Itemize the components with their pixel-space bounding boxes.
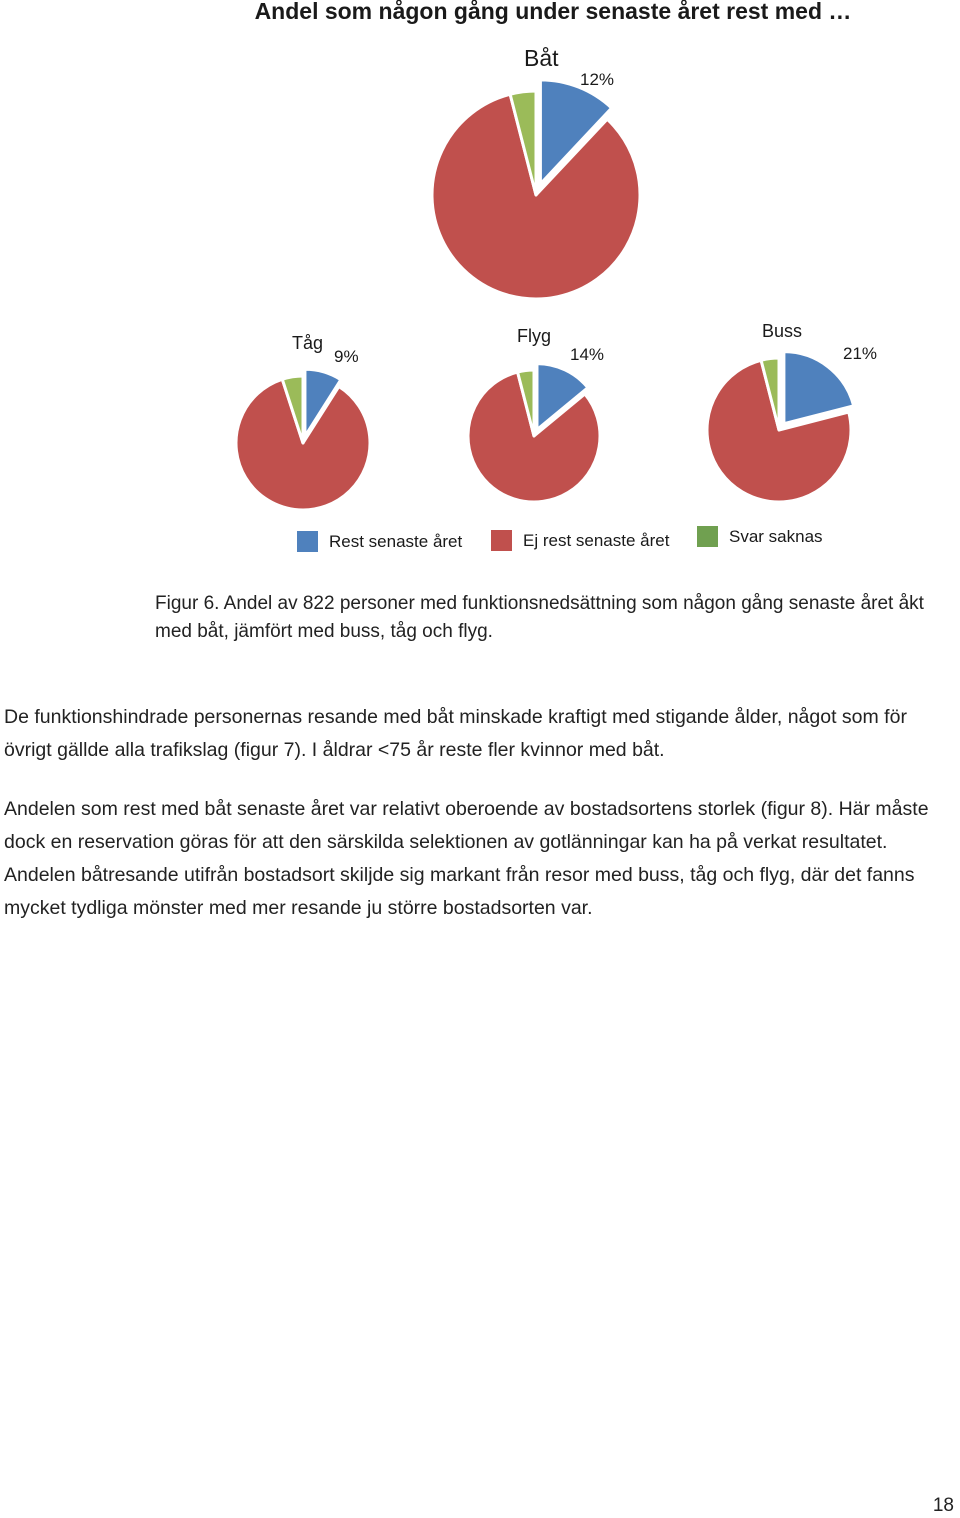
pie-name-bat: Båt	[524, 45, 559, 71]
legend-item-ej-rest	[491, 530, 669, 551]
chart-title: Andel som någon gång under senaste året rest med …	[254, 0, 852, 24]
pie-name-flyg: Flyg	[517, 326, 552, 346]
legend-item-rest	[297, 531, 462, 552]
pie-pct-tag: 9%	[334, 347, 359, 366]
body-paragraph-1: De funktionshindrade personernas resande med båt minskade kraftigt med stigande ålder, något som för övrigt gällde alla trafikslag (figur 7). I åldrar <75 år reste fler kvinnor med båt.	[4, 706, 907, 761]
pie-charts-svg	[0, 0, 960, 580]
legend-label-svar-saknas: Svar saknas	[729, 526, 823, 546]
legend-item-svar-saknas	[697, 526, 823, 547]
pie-tag	[236, 369, 370, 510]
legend-swatch-ej-rest	[491, 530, 512, 551]
figure-caption: Figur 6. Andel av 822 personer med funktionsnedsättning som någon gång senaste året åkt med båt, jämfört med buss, tåg och flyg.	[155, 593, 924, 642]
pie-flyg	[468, 364, 600, 502]
legend-label-rest: Rest senaste året	[329, 531, 463, 551]
legend-swatch-svar-saknas	[697, 526, 718, 547]
pie-name-buss: Buss	[762, 321, 803, 341]
pie-name-tag: Tåg	[292, 333, 324, 353]
legend-swatch-rest	[297, 531, 318, 552]
pie-pct-buss: 21%	[843, 344, 878, 363]
page-number: 18	[932, 1495, 954, 1516]
pie-pct-flyg: 14%	[570, 345, 605, 364]
pie-bat	[432, 80, 640, 299]
pie-buss	[707, 352, 854, 502]
body-paragraph-2: Andelen som rest med båt senaste året var relativt oberoende av bostadsortens storlek (figur 8). Här måste dock en reservation göras för att den särskilda selektionen av gotlänningar kan ha på verkat resultatet. Andelen båtresande utifrån bostadsort skiljde sig markant från resor med buss, tåg och flyg, där det fanns mycket tydliga mönster med mer resande ju större bostadsorten var.	[4, 798, 929, 919]
legend-label-ej-rest: Ej rest senaste året	[523, 530, 670, 550]
pie-pct-bat: 12%	[580, 70, 615, 89]
